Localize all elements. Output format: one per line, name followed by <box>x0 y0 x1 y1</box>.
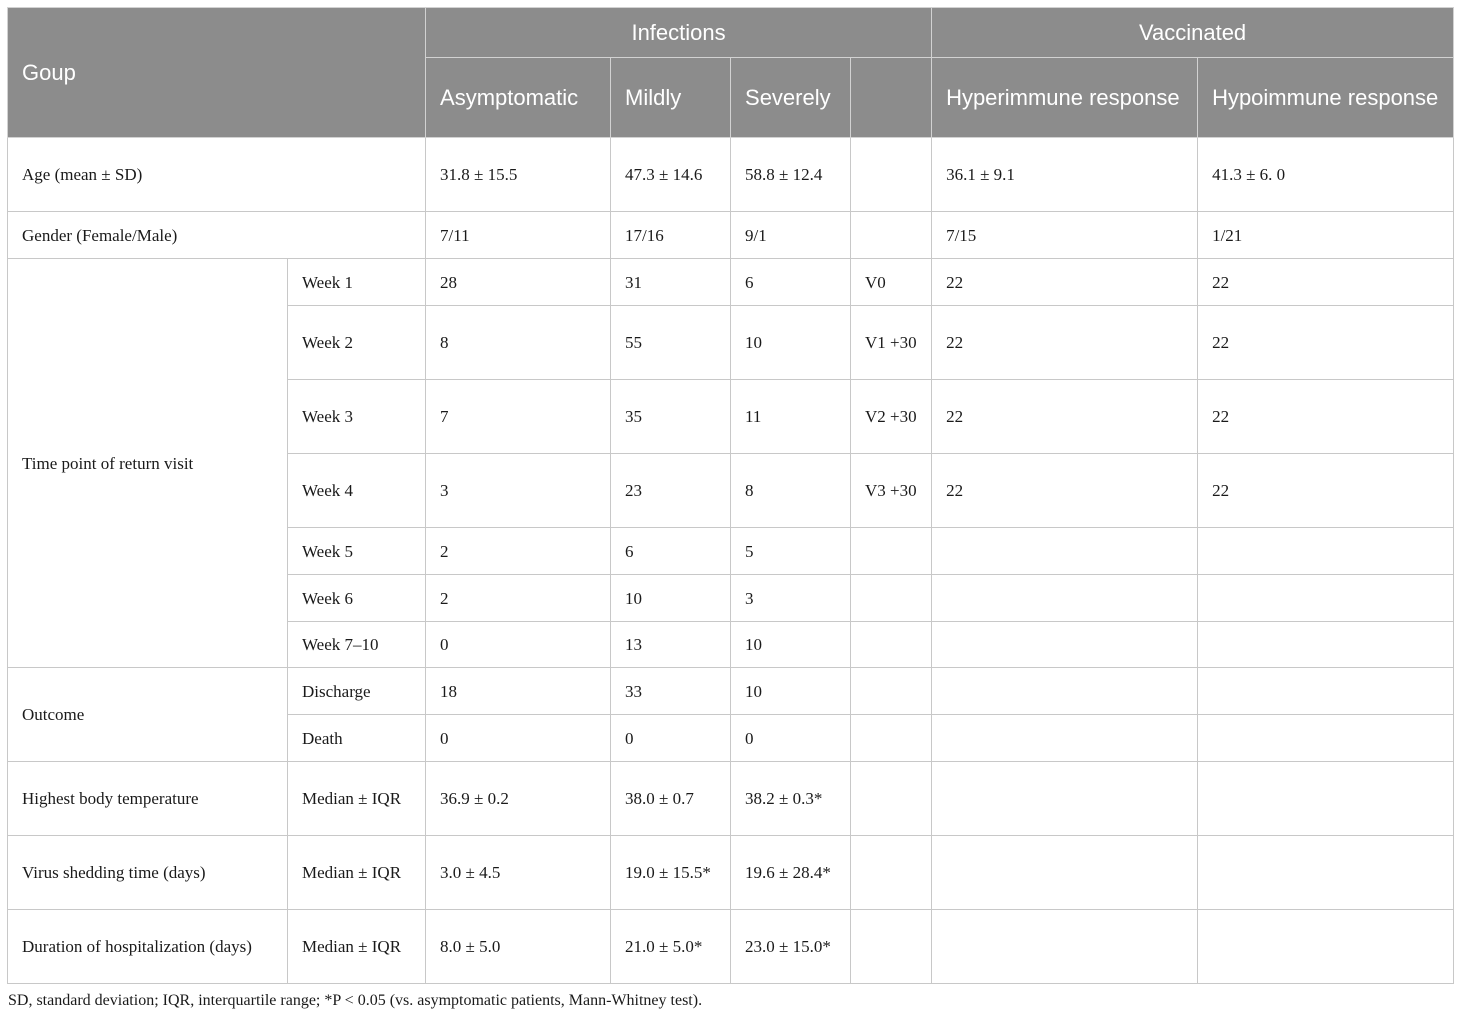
cell-subgroup: Week 2 <box>288 306 426 380</box>
cell-mildly: 10 <box>611 575 731 622</box>
cell-hypoimmune <box>1198 762 1454 836</box>
infections-header: Infections <box>426 8 932 58</box>
cell-hyperimmune <box>932 528 1198 575</box>
cell-hyperimmune <box>932 668 1198 715</box>
cell-subgroup: Median ± IQR <box>288 910 426 984</box>
cell-subgroup: Median ± IQR <box>288 836 426 910</box>
cell-visit <box>851 910 932 984</box>
cell-severely: 38.2 ± 0.3* <box>731 762 851 836</box>
cell-visit <box>851 575 932 622</box>
cell-asymptomatic: 8 <box>426 306 611 380</box>
cell-severely: 5 <box>731 528 851 575</box>
vaccinated-header: Vaccinated <box>932 8 1454 58</box>
cell-hyperimmune: 22 <box>932 306 1198 380</box>
cell-hypoimmune <box>1198 575 1454 622</box>
cell-subgroup: Week 3 <box>288 380 426 454</box>
cell-asymptomatic: 31.8 ± 15.5 <box>426 138 611 212</box>
cell-hypoimmune <box>1198 622 1454 668</box>
cell-hypoimmune <box>1198 910 1454 984</box>
cell-visit <box>851 138 932 212</box>
cell-subgroup: Week 6 <box>288 575 426 622</box>
table-row-age <box>8 138 1454 212</box>
cell-subgroup: Median ± IQR <box>288 762 426 836</box>
cell-severely: 3 <box>731 575 851 622</box>
cell-severely: 10 <box>731 306 851 380</box>
cell-asymptomatic: 3.0 ± 4.5 <box>426 836 611 910</box>
hypoimmune-header: Hypoimmune response <box>1198 58 1454 138</box>
cell-mildly: 21.0 ± 5.0* <box>611 910 731 984</box>
cell-severely: 19.6 ± 28.4* <box>731 836 851 910</box>
cell-hypoimmune: 22 <box>1198 380 1454 454</box>
cell-visit <box>851 212 932 259</box>
cell-hyperimmune <box>932 910 1198 984</box>
table-body <box>8 138 1454 984</box>
cell-asymptomatic: 28 <box>426 259 611 306</box>
cell-hyperimmune <box>932 836 1198 910</box>
cell-mildly: 31 <box>611 259 731 306</box>
cell-hyperimmune <box>932 715 1198 762</box>
table-footnote: SD, standard deviation; IQR, interquartile range; *P < 0.05 (vs. asymptomatic patients, Mann-Whitney test). <box>8 992 703 1009</box>
severely-header: Severely <box>731 58 851 138</box>
cell-mildly: 0 <box>611 715 731 762</box>
cell-hypoimmune <box>1198 528 1454 575</box>
cell-severely: 23.0 ± 15.0* <box>731 910 851 984</box>
cell-subgroup: Week 5 <box>288 528 426 575</box>
table-header <box>8 8 1454 138</box>
cell-mildly: 17/16 <box>611 212 731 259</box>
cell-visit: V1 +30 <box>851 306 932 380</box>
row-label: Gender (Female/Male) <box>8 212 426 259</box>
cell-hypoimmune: 22 <box>1198 306 1454 380</box>
cell-visit: V2 +30 <box>851 380 932 454</box>
cell-asymptomatic: 3 <box>426 454 611 528</box>
cell-asymptomatic: 0 <box>426 715 611 762</box>
cell-subgroup: Discharge <box>288 668 426 715</box>
cell-hypoimmune: 22 <box>1198 454 1454 528</box>
table-row-week-1 <box>8 259 1454 306</box>
cell-asymptomatic: 36.9 ± 0.2 <box>426 762 611 836</box>
cell-hyperimmune: 36.1 ± 9.1 <box>932 138 1198 212</box>
cell-subgroup: Week 1 <box>288 259 426 306</box>
cell-visit <box>851 528 932 575</box>
cell-hyperimmune <box>932 575 1198 622</box>
cell-mildly: 47.3 ± 14.6 <box>611 138 731 212</box>
group-header: Goup <box>8 8 426 138</box>
table-row-hospitalization <box>8 910 1454 984</box>
cell-mildly: 55 <box>611 306 731 380</box>
cell-hyperimmune: 7/15 <box>932 212 1198 259</box>
cell-hypoimmune: 1/21 <box>1198 212 1454 259</box>
cell-mildly: 35 <box>611 380 731 454</box>
cell-severely: 11 <box>731 380 851 454</box>
cell-subgroup: Week 7–10 <box>288 622 426 668</box>
row-label: Highest body temperature <box>8 762 288 836</box>
cell-hypoimmune <box>1198 836 1454 910</box>
cell-mildly: 13 <box>611 622 731 668</box>
cell-visit <box>851 762 932 836</box>
cell-asymptomatic: 8.0 ± 5.0 <box>426 910 611 984</box>
cell-hyperimmune: 22 <box>932 380 1198 454</box>
cell-visit <box>851 836 932 910</box>
cell-hyperimmune: 22 <box>932 454 1198 528</box>
table-row-temperature <box>8 762 1454 836</box>
row-label: Age (mean ± SD) <box>8 138 426 212</box>
cell-severely: 10 <box>731 668 851 715</box>
cell-hyperimmune: 22 <box>932 259 1198 306</box>
cell-visit <box>851 622 932 668</box>
hyperimmune-header: Hyperimmune response <box>932 58 1198 138</box>
cell-mildly: 19.0 ± 15.5* <box>611 836 731 910</box>
cell-severely: 8 <box>731 454 851 528</box>
cell-subgroup: Week 4 <box>288 454 426 528</box>
mildly-header: Mildly <box>611 58 731 138</box>
row-label: Duration of hospitalization (days) <box>8 910 288 984</box>
cell-asymptomatic: 2 <box>426 528 611 575</box>
table-row-shedding <box>8 836 1454 910</box>
cell-severely: 6 <box>731 259 851 306</box>
cell-asymptomatic: 18 <box>426 668 611 715</box>
cell-mildly: 38.0 ± 0.7 <box>611 762 731 836</box>
cell-hypoimmune: 22 <box>1198 259 1454 306</box>
cell-asymptomatic: 0 <box>426 622 611 668</box>
cell-severely: 0 <box>731 715 851 762</box>
asymptomatic-header: Asymptomatic <box>426 58 611 138</box>
data-table <box>7 7 1454 984</box>
cell-asymptomatic: 2 <box>426 575 611 622</box>
cell-subgroup: Death <box>288 715 426 762</box>
cell-mildly: 6 <box>611 528 731 575</box>
cell-hypoimmune: 41.3 ± 6. 0 <box>1198 138 1454 212</box>
cell-visit <box>851 715 932 762</box>
cell-hypoimmune <box>1198 668 1454 715</box>
cell-hypoimmune <box>1198 715 1454 762</box>
table-row-discharge <box>8 668 1454 715</box>
cell-asymptomatic: 7 <box>426 380 611 454</box>
cell-mildly: 33 <box>611 668 731 715</box>
cell-visit <box>851 668 932 715</box>
table-row-gender <box>8 212 1454 259</box>
cell-hyperimmune <box>932 622 1198 668</box>
cell-mildly: 23 <box>611 454 731 528</box>
cell-visit: V3 +30 <box>851 454 932 528</box>
cell-asymptomatic: 7/11 <box>426 212 611 259</box>
row-label-timepoint: Time point of return visit <box>8 259 288 668</box>
cell-severely: 58.8 ± 12.4 <box>731 138 851 212</box>
visit-header-blank <box>851 58 932 138</box>
cell-severely: 10 <box>731 622 851 668</box>
cell-hyperimmune <box>932 762 1198 836</box>
row-label: Virus shedding time (days) <box>8 836 288 910</box>
cell-visit: V0 <box>851 259 932 306</box>
row-label-outcome: Outcome <box>8 668 288 762</box>
cell-severely: 9/1 <box>731 212 851 259</box>
